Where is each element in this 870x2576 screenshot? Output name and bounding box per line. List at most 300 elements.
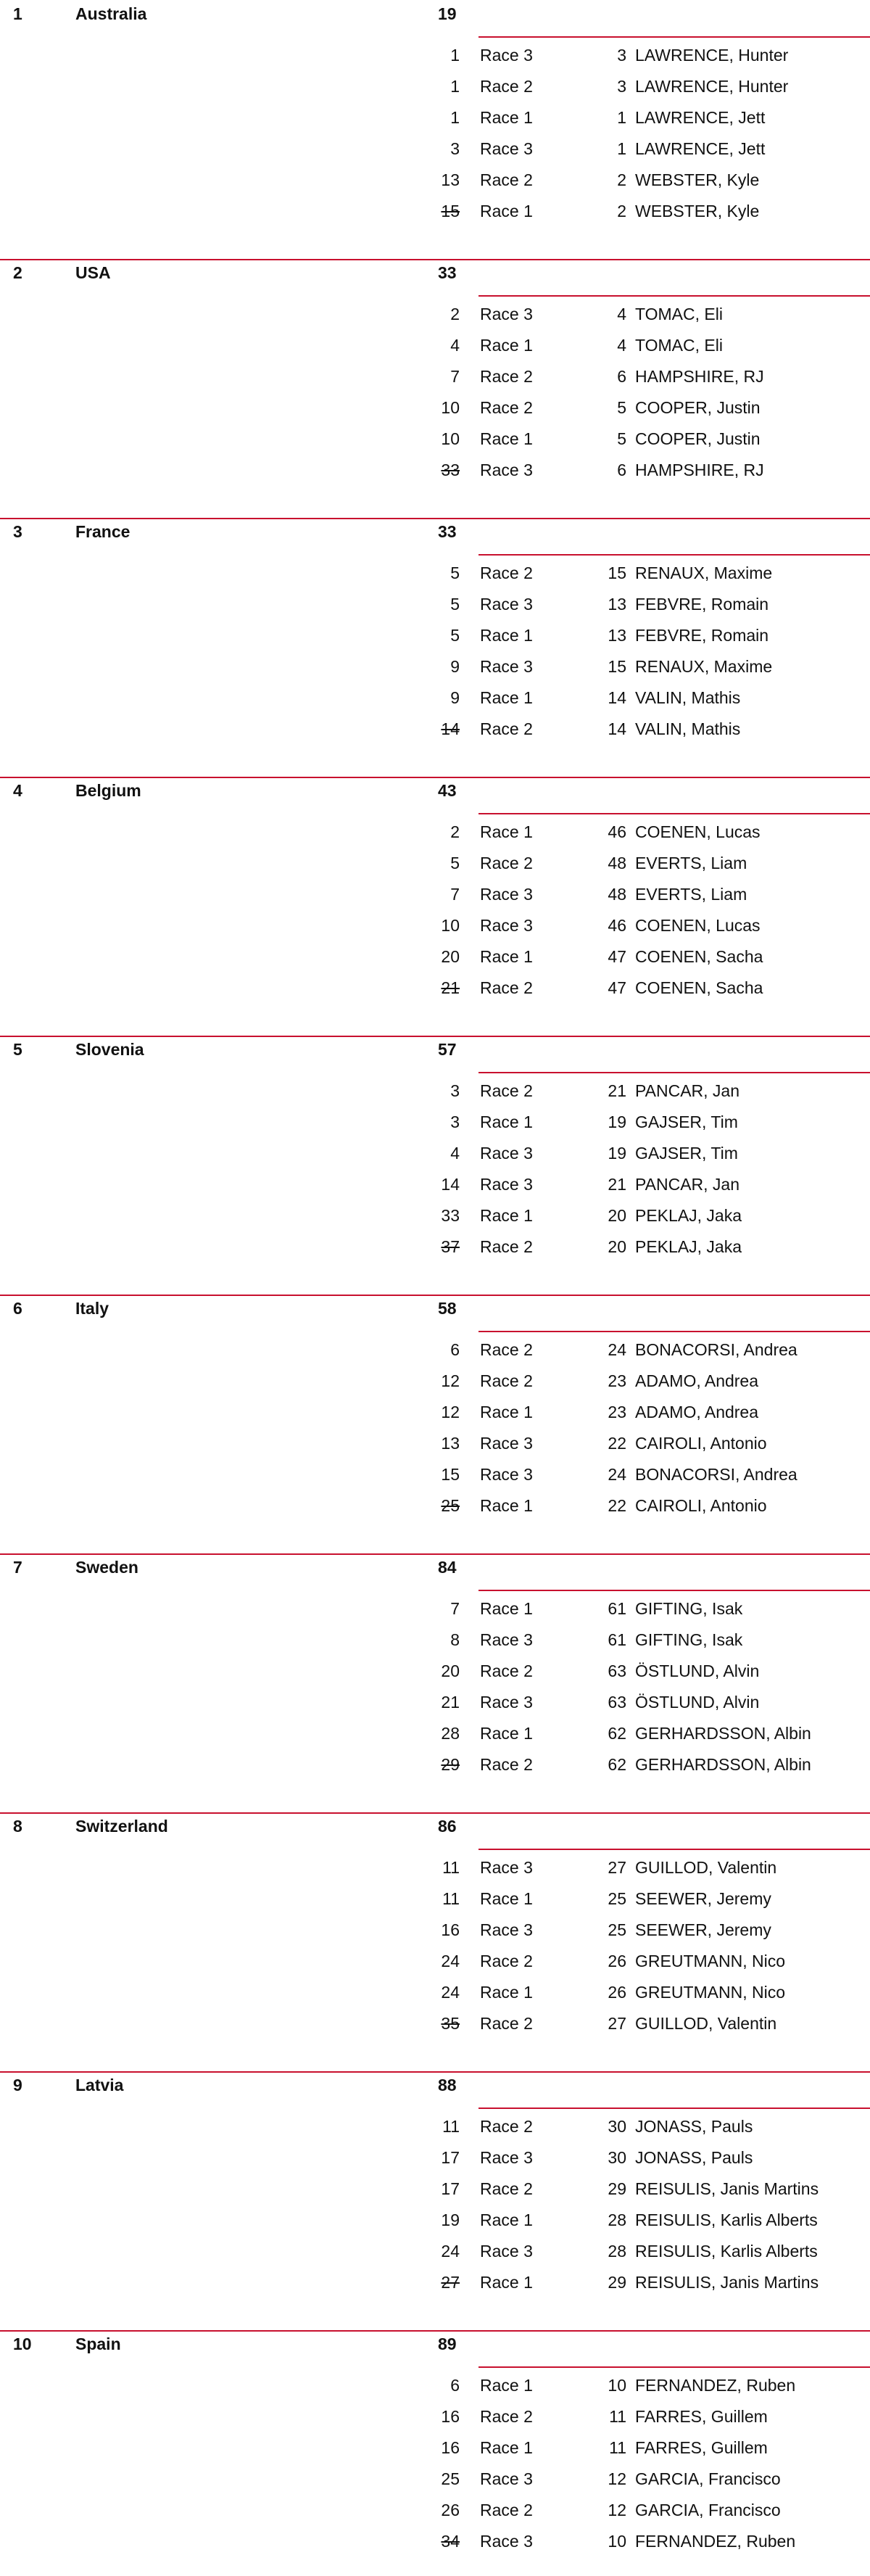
rider-number: 15 xyxy=(608,564,626,582)
dropped-position: 35 xyxy=(441,2014,460,2033)
race-label: Race 3 xyxy=(480,1434,533,1453)
race-label: Race 3 xyxy=(480,1175,533,1194)
rider-number: 10 xyxy=(608,2532,626,2551)
team-name: France xyxy=(75,522,130,541)
result-row xyxy=(0,1749,870,1780)
rider-number: 6 xyxy=(617,367,626,386)
rider-number: 20 xyxy=(608,1206,626,1225)
result-row xyxy=(0,2111,870,2142)
team-rank: 10 xyxy=(13,2334,32,2353)
result-row xyxy=(0,1656,870,1687)
rider-name: GREUTMANN, Nico xyxy=(635,1983,786,2002)
rider-name: GERHARDSSON, Albin xyxy=(635,1755,811,1774)
rider-name: SEEWER, Jeremy xyxy=(635,1889,771,1908)
race-position: 33 xyxy=(441,1206,460,1225)
result-row xyxy=(0,1946,870,1977)
result-row xyxy=(0,1366,870,1397)
rider-number: 26 xyxy=(608,1952,626,1970)
rider-number: 61 xyxy=(608,1599,626,1618)
rider-name: ÖSTLUND, Alvin xyxy=(635,1661,760,1680)
rider-name: ÖSTLUND, Alvin xyxy=(635,1693,760,1712)
rider-number: 4 xyxy=(617,305,626,323)
race-position: 12 xyxy=(441,1371,460,1390)
race-position: 1 xyxy=(450,77,460,96)
result-row xyxy=(0,1490,870,1522)
race-label: Race 2 xyxy=(480,2117,533,2136)
race-position: 9 xyxy=(450,657,460,676)
result-row xyxy=(0,1076,870,1107)
race-label: Race 1 xyxy=(480,1724,533,1743)
team-block xyxy=(0,1812,870,2071)
rider-name: TOMAC, Eli xyxy=(635,336,723,355)
rider-number: 46 xyxy=(608,822,626,841)
race-position: 14 xyxy=(441,1175,460,1194)
race-position: 13 xyxy=(441,1434,460,1453)
race-position: 17 xyxy=(441,2148,460,2167)
team-rank: 3 xyxy=(13,522,22,541)
rider-name: BONACORSI, Andrea xyxy=(635,1465,798,1484)
rider-name: GERHARDSSON, Albin xyxy=(635,1724,811,1743)
rider-name: WEBSTER, Kyle xyxy=(635,170,760,189)
result-row xyxy=(0,165,870,196)
race-position: 5 xyxy=(450,595,460,614)
team-rank: 5 xyxy=(13,1040,22,1059)
result-row xyxy=(0,1231,870,1263)
race-label: Race 1 xyxy=(480,688,533,707)
result-row xyxy=(0,1883,870,1915)
team-total-points: 33 xyxy=(438,263,457,282)
team-name: Italy xyxy=(75,1299,109,1318)
race-position: 17 xyxy=(441,2179,460,2198)
team-divider xyxy=(0,1295,870,1296)
rider-name: GARCIA, Francisco xyxy=(635,2469,781,2488)
race-position: 20 xyxy=(441,947,460,966)
team-block xyxy=(0,1295,870,1553)
results-divider xyxy=(478,1072,870,1073)
rider-number: 12 xyxy=(608,2469,626,2488)
rider-name: FEBVRE, Romain xyxy=(635,595,769,614)
result-row xyxy=(0,2526,870,2557)
race-label: Race 1 xyxy=(480,1496,533,1515)
result-row xyxy=(0,558,870,589)
race-label: Race 1 xyxy=(480,1889,533,1908)
rider-number: 22 xyxy=(608,1434,626,1453)
race-label: Race 1 xyxy=(480,822,533,841)
result-row xyxy=(0,651,870,682)
rider-name: GIFTING, Isak xyxy=(635,1599,743,1618)
rider-name: COENEN, Sacha xyxy=(635,978,763,997)
rider-number: 62 xyxy=(608,1755,626,1774)
rider-number: 15 xyxy=(608,657,626,676)
race-label: Race 2 xyxy=(480,77,533,96)
race-position: 16 xyxy=(441,2438,460,2457)
rider-name: ADAMO, Andrea xyxy=(635,1371,759,1390)
team-name: Switzerland xyxy=(75,1817,168,1836)
result-row xyxy=(0,1200,870,1231)
rider-name: CAIROLI, Antonio xyxy=(635,1496,767,1515)
rider-name: GUILLOD, Valentin xyxy=(635,2014,777,2033)
team-block xyxy=(0,2071,870,2330)
race-label: Race 1 xyxy=(480,1206,533,1225)
result-row xyxy=(0,2142,870,2174)
team-total-points: 88 xyxy=(438,2076,457,2094)
rider-number: 5 xyxy=(617,398,626,417)
team-name: Australia xyxy=(75,4,147,23)
race-position: 10 xyxy=(441,398,460,417)
dropped-position: 15 xyxy=(441,202,460,220)
results-divider xyxy=(478,1849,870,1850)
race-label: Race 1 xyxy=(480,1112,533,1131)
rider-name: FERNANDEZ, Ruben xyxy=(635,2376,796,2395)
dropped-position: 37 xyxy=(441,1237,460,1256)
result-row xyxy=(0,361,870,392)
team-name: Sweden xyxy=(75,1558,138,1577)
race-position: 26 xyxy=(441,2501,460,2519)
rider-number: 63 xyxy=(608,1661,626,1680)
rider-name: LAWRENCE, Jett xyxy=(635,108,766,127)
team-divider xyxy=(0,1553,870,1555)
rider-number: 24 xyxy=(608,1465,626,1484)
race-label: Race 2 xyxy=(480,854,533,872)
team-divider xyxy=(0,518,870,519)
rider-name: LAWRENCE, Jett xyxy=(635,139,766,158)
rider-number: 30 xyxy=(608,2117,626,2136)
results-divider xyxy=(478,813,870,814)
result-row xyxy=(0,2401,870,2432)
rider-number: 23 xyxy=(608,1403,626,1421)
race-label: Race 1 xyxy=(480,2438,533,2457)
rider-number: 14 xyxy=(608,719,626,738)
dropped-position: 34 xyxy=(441,2532,460,2551)
race-label: Race 1 xyxy=(480,2273,533,2292)
rider-number: 2 xyxy=(617,170,626,189)
rider-number: 29 xyxy=(608,2179,626,2198)
team-total-points: 84 xyxy=(438,1558,457,1577)
rider-number: 47 xyxy=(608,978,626,997)
rider-number: 19 xyxy=(608,1112,626,1131)
result-row xyxy=(0,941,870,973)
rider-number: 11 xyxy=(609,2438,626,2457)
race-position: 11 xyxy=(442,1858,460,1877)
rider-name: HAMPSHIRE, RJ xyxy=(635,367,764,386)
race-label: Race 2 xyxy=(480,1371,533,1390)
race-label: Race 3 xyxy=(480,46,533,65)
result-row xyxy=(0,1397,870,1428)
rider-name: WEBSTER, Kyle xyxy=(635,202,760,220)
race-label: Race 3 xyxy=(480,2148,533,2167)
team-name: Slovenia xyxy=(75,1040,144,1059)
rider-number: 23 xyxy=(608,1371,626,1390)
race-position: 7 xyxy=(450,1599,460,1618)
results-divider xyxy=(478,1331,870,1332)
race-position: 16 xyxy=(441,1920,460,1939)
rider-name: COENEN, Lucas xyxy=(635,822,761,841)
rider-number: 48 xyxy=(608,885,626,904)
results-divider xyxy=(478,295,870,297)
rider-number: 27 xyxy=(608,1858,626,1877)
race-position: 5 xyxy=(450,854,460,872)
rider-name: PANCAR, Jan xyxy=(635,1081,740,1100)
rider-number: 5 xyxy=(617,429,626,448)
result-row xyxy=(0,1169,870,1200)
dropped-position: 21 xyxy=(441,978,460,997)
race-label: Race 1 xyxy=(480,626,533,645)
team-name: Belgium xyxy=(75,781,141,800)
rider-number: 1 xyxy=(617,108,626,127)
race-label: Race 1 xyxy=(480,1403,533,1421)
result-row xyxy=(0,392,870,424)
race-position: 24 xyxy=(441,1983,460,2002)
race-label: Race 2 xyxy=(480,1661,533,1680)
result-row xyxy=(0,2267,870,2298)
rider-name: ADAMO, Andrea xyxy=(635,1403,759,1421)
result-row xyxy=(0,973,870,1004)
race-position: 12 xyxy=(441,1403,460,1421)
race-label: Race 2 xyxy=(480,1952,533,1970)
rider-name: JONASS, Pauls xyxy=(635,2148,753,2167)
race-label: Race 1 xyxy=(480,2210,533,2229)
race-position: 21 xyxy=(441,1693,460,1712)
team-total-points: 58 xyxy=(438,1299,457,1318)
race-label: Race 1 xyxy=(480,1599,533,1618)
result-row xyxy=(0,1718,870,1749)
race-position: 10 xyxy=(441,429,460,448)
rider-name: COOPER, Justin xyxy=(635,429,761,448)
race-label: Race 2 xyxy=(480,1755,533,1774)
race-position: 20 xyxy=(441,1661,460,1680)
rider-number: 10 xyxy=(608,2376,626,2395)
rider-name: COOPER, Justin xyxy=(635,398,761,417)
result-row xyxy=(0,2205,870,2236)
race-position: 3 xyxy=(450,1112,460,1131)
team-rank: 4 xyxy=(13,781,22,800)
rider-name: FEBVRE, Romain xyxy=(635,626,769,645)
team-rank: 8 xyxy=(13,1817,22,1836)
team-block xyxy=(0,518,870,777)
team-total-points: 33 xyxy=(438,522,457,541)
rider-number: 61 xyxy=(608,1630,626,1649)
result-row xyxy=(0,1334,870,1366)
race-position: 19 xyxy=(441,2210,460,2229)
race-label: Race 3 xyxy=(480,1920,533,1939)
race-position: 5 xyxy=(450,564,460,582)
race-position: 24 xyxy=(441,1952,460,1970)
race-position: 25 xyxy=(441,2469,460,2488)
race-label: Race 3 xyxy=(480,2469,533,2488)
result-row xyxy=(0,1593,870,1625)
race-label: Race 3 xyxy=(480,1144,533,1163)
race-label: Race 2 xyxy=(480,2407,533,2426)
team-block xyxy=(0,1036,870,1295)
race-label: Race 1 xyxy=(480,947,533,966)
result-row xyxy=(0,817,870,848)
results-divider xyxy=(478,554,870,556)
team-rank: 9 xyxy=(13,2076,22,2094)
race-label: Race 3 xyxy=(480,139,533,158)
rider-name: GAJSER, Tim xyxy=(635,1144,738,1163)
rider-name: PEKLAJ, Jaka xyxy=(635,1206,742,1225)
race-label: Race 3 xyxy=(480,1858,533,1877)
result-row xyxy=(0,2174,870,2205)
rider-number: 25 xyxy=(608,1920,626,1939)
race-position: 4 xyxy=(450,336,460,355)
result-row xyxy=(0,2495,870,2526)
rider-number: 20 xyxy=(608,1237,626,1256)
race-label: Race 1 xyxy=(480,2376,533,2395)
results-divider xyxy=(478,2108,870,2109)
rider-name: FARRES, Guillem xyxy=(635,2407,768,2426)
result-row xyxy=(0,682,870,714)
team-total-points: 19 xyxy=(438,4,457,23)
team-block xyxy=(0,2330,870,2576)
result-row xyxy=(0,848,870,879)
result-row xyxy=(0,1625,870,1656)
team-divider xyxy=(0,1812,870,1814)
race-position: 11 xyxy=(442,1889,460,1908)
race-position: 3 xyxy=(450,139,460,158)
result-row xyxy=(0,71,870,102)
rider-number: 28 xyxy=(608,2210,626,2229)
rider-name: GUILLOD, Valentin xyxy=(635,1858,777,1877)
race-label: Race 3 xyxy=(480,595,533,614)
rider-number: 22 xyxy=(608,1496,626,1515)
race-label: Race 1 xyxy=(480,1983,533,2002)
rider-name: PANCAR, Jan xyxy=(635,1175,740,1194)
rider-name: EVERTS, Liam xyxy=(635,885,747,904)
rider-name: BONACORSI, Andrea xyxy=(635,1340,798,1359)
race-label: Race 2 xyxy=(480,978,533,997)
race-label: Race 3 xyxy=(480,305,533,323)
race-label: Race 2 xyxy=(480,170,533,189)
team-rank: 1 xyxy=(13,4,22,23)
result-row xyxy=(0,455,870,486)
rider-name: GREUTMANN, Nico xyxy=(635,1952,786,1970)
race-position: 1 xyxy=(450,108,460,127)
result-row xyxy=(0,1138,870,1169)
result-row xyxy=(0,2432,870,2464)
rider-number: 47 xyxy=(608,947,626,966)
team-name: USA xyxy=(75,263,111,282)
race-label: Race 1 xyxy=(480,336,533,355)
team-total-points: 86 xyxy=(438,1817,457,1836)
rider-name: RENAUX, Maxime xyxy=(635,657,773,676)
rider-number: 1 xyxy=(617,139,626,158)
race-position: 1 xyxy=(450,46,460,65)
result-row xyxy=(0,196,870,227)
race-label: Race 2 xyxy=(480,719,533,738)
dropped-position: 25 xyxy=(441,1496,460,1515)
result-row xyxy=(0,714,870,745)
rider-name: VALIN, Mathis xyxy=(635,719,741,738)
rider-number: 3 xyxy=(617,46,626,65)
result-row xyxy=(0,424,870,455)
team-divider xyxy=(0,259,870,260)
rider-number: 13 xyxy=(608,626,626,645)
race-position: 9 xyxy=(450,688,460,707)
rider-name: COENEN, Sacha xyxy=(635,947,763,966)
race-position: 8 xyxy=(450,1630,460,1649)
result-row xyxy=(0,2370,870,2401)
rider-number: 63 xyxy=(608,1693,626,1712)
race-position: 6 xyxy=(450,1340,460,1359)
race-label: Race 3 xyxy=(480,461,533,479)
result-row xyxy=(0,2236,870,2267)
team-rank: 2 xyxy=(13,263,22,282)
team-divider xyxy=(0,1036,870,1037)
team-block xyxy=(0,0,870,259)
team-block xyxy=(0,259,870,518)
race-label: Race 2 xyxy=(480,2501,533,2519)
result-row xyxy=(0,879,870,910)
race-label: Race 3 xyxy=(480,2242,533,2261)
team-rank: 7 xyxy=(13,1558,22,1577)
rider-number: 14 xyxy=(608,688,626,707)
rider-number: 29 xyxy=(608,2273,626,2292)
result-row xyxy=(0,1687,870,1718)
rider-name: CAIROLI, Antonio xyxy=(635,1434,767,1453)
team-total-points: 57 xyxy=(438,1040,457,1059)
rider-number: 12 xyxy=(608,2501,626,2519)
rider-name: COENEN, Lucas xyxy=(635,916,761,935)
result-row xyxy=(0,1852,870,1883)
team-total-points: 43 xyxy=(438,781,457,800)
result-row xyxy=(0,133,870,165)
results-divider xyxy=(478,1590,870,1591)
race-position: 4 xyxy=(450,1144,460,1163)
rider-number: 26 xyxy=(608,1983,626,2002)
race-label: Race 3 xyxy=(480,916,533,935)
team-rank: 6 xyxy=(13,1299,22,1318)
team-block xyxy=(0,1553,870,1812)
rider-name: REISULIS, Janis Martins xyxy=(635,2179,819,2198)
race-position: 24 xyxy=(441,2242,460,2261)
result-row xyxy=(0,2464,870,2495)
result-row xyxy=(0,620,870,651)
race-label: Race 2 xyxy=(480,2179,533,2198)
race-position: 11 xyxy=(442,2117,460,2136)
race-label: Race 1 xyxy=(480,202,533,220)
race-position: 28 xyxy=(441,1724,460,1743)
rider-number: 13 xyxy=(608,595,626,614)
race-position: 6 xyxy=(450,2376,460,2395)
rider-number: 27 xyxy=(608,2014,626,2033)
rider-name: JONASS, Pauls xyxy=(635,2117,753,2136)
results-divider xyxy=(478,2366,870,2368)
rider-name: GARCIA, Francisco xyxy=(635,2501,781,2519)
rider-number: 11 xyxy=(609,2407,626,2426)
team-name: Spain xyxy=(75,2334,121,2353)
rider-number: 25 xyxy=(608,1889,626,1908)
rider-name: REISULIS, Karlis Alberts xyxy=(635,2242,818,2261)
race-position: 15 xyxy=(441,1465,460,1484)
result-row xyxy=(0,2008,870,2039)
rider-number: 6 xyxy=(617,461,626,479)
rider-number: 46 xyxy=(608,916,626,935)
rider-number: 2 xyxy=(617,202,626,220)
team-divider xyxy=(0,2330,870,2332)
dropped-position: 27 xyxy=(441,2273,460,2292)
result-row xyxy=(0,1977,870,2008)
team-total-points: 89 xyxy=(438,2334,457,2353)
result-row xyxy=(0,299,870,330)
race-position: 10 xyxy=(441,916,460,935)
rider-name: REISULIS, Karlis Alberts xyxy=(635,2210,818,2229)
race-label: Race 2 xyxy=(480,2014,533,2033)
result-row xyxy=(0,910,870,941)
rider-number: 21 xyxy=(608,1081,626,1100)
rider-name: GAJSER, Tim xyxy=(635,1112,738,1131)
results-divider xyxy=(478,36,870,38)
